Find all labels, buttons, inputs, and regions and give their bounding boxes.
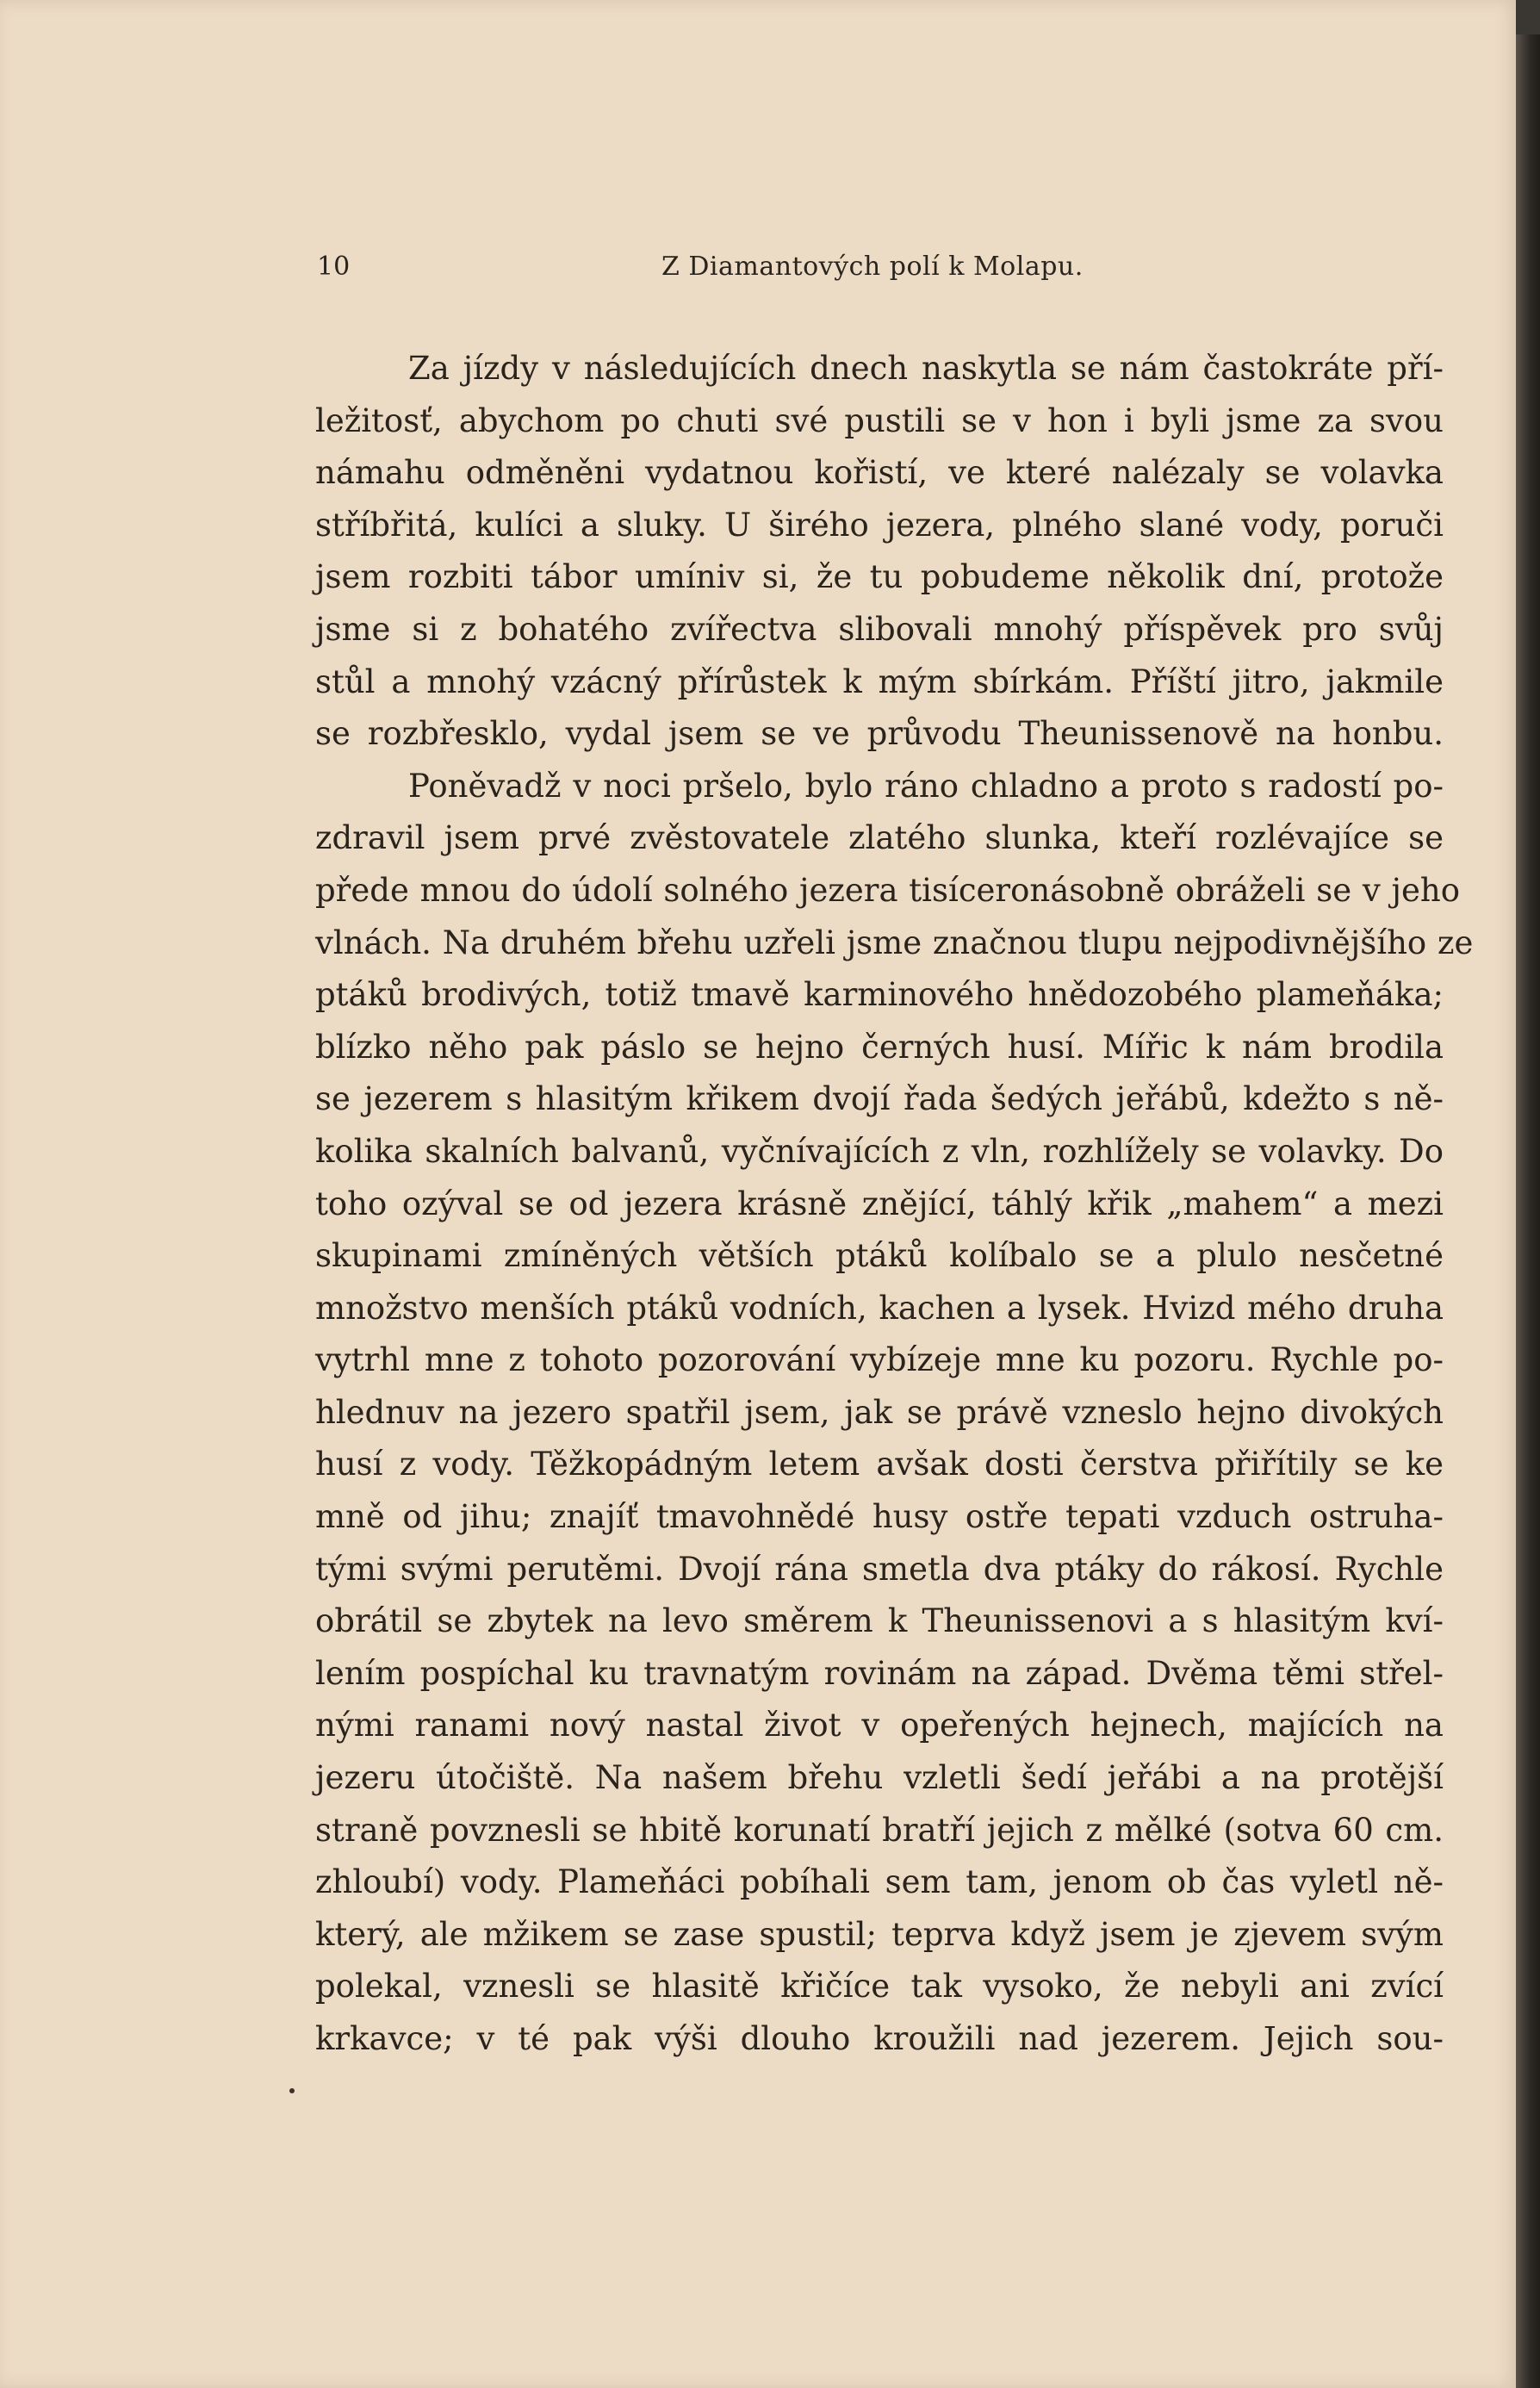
- text-line: obrátil se zbytek na levo směrem k Theunissenovi a s hlasitým kví-: [315, 1602, 1444, 1640]
- text-line: Za jízdy v následujících dnech naskytla se nám častokráte pří-: [408, 350, 1444, 387]
- text-line: námahu odměněni vydatnou kořistí, ve které nalézaly se volavka: [315, 454, 1444, 492]
- text-line: množstvo menších ptáků vodních, kachen a lysek. Hvizd mého druha: [315, 1289, 1444, 1327]
- text-line: stůl a mnohý vzácný přírůstek k mým sbírkám. Příští jitro, jakmile: [315, 662, 1444, 700]
- text-line: vytrhl mne z tohoto pozorování vybízeje mne ku pozoru. Rychle po-: [315, 1341, 1444, 1379]
- text-line: zdravil jsem prvé zvěstovatele zlatého slunka, kteří rozlévajíce se: [315, 819, 1444, 857]
- text-line: se rozbřesklo, vydal jsem se ve průvodu Theunissenově na honbu.: [315, 715, 1444, 753]
- text-line: blízko něho pak páslo se hejno černých husí. Mířic k nám brodila: [315, 1028, 1444, 1066]
- text-line: hlednuv na jezero spatřil jsem, jak se právě vzneslo hejno divokých: [315, 1393, 1444, 1431]
- text-line: přede mnou do údolí solného jezera tisíceronásobně obráželi se v jeho: [315, 871, 1461, 909]
- text-line: se jezerem s hlasitým křikem dvojí řada šedých jeřábů, kdežto s ně-: [315, 1080, 1444, 1118]
- text-line: nými ranami nový nastal život v opeřených hejnech, majících na: [315, 1707, 1444, 1744]
- text-line: vlnách. Na druhém břehu uzřeli jsme značnou tlupu nejpodivnějšího ze: [315, 923, 1474, 961]
- text-line: ležitosť, abychom po chuti své pustili se v hon i byli jsme za svou: [315, 401, 1444, 439]
- text-line: skupinami zmíněných větších ptáků kolíbalo se a plulo nesčetné: [315, 1237, 1444, 1275]
- text-line: polekal, vznesli se hlasitě křičíce tak vysoko, že nebyli ani zvící: [315, 1968, 1444, 2006]
- text-line: zhloubí) vody. Plameňáci pobíhali sem tam, jenom ob čas vyletl ně-: [315, 1863, 1444, 1901]
- text-line: jezeru útočiště. Na našem břehu vzletli šedí jeřábi a na protější: [315, 1759, 1444, 1797]
- text-line: který, ale mžikem se zase spustil; teprva když jsem je zjevem svým: [315, 1915, 1444, 1953]
- text-line: straně povznesli se hbitě korunatí bratří jejich z mělké (sotva 60 cm.: [315, 1811, 1444, 1849]
- text-line: mně od jihu; znajíť tmavohnědé husy ostře tepati vzduch ostruha-: [315, 1498, 1444, 1536]
- text-line: stříbřitá, kulíci a sluky. U širého jezera, plného slané vody, poruči: [315, 506, 1444, 544]
- ink-spot: [289, 2088, 295, 2093]
- text-line: ptáků brodivých, totiž tmavě karminového hnědozobého plameňáka;: [315, 976, 1444, 1014]
- running-title: Z Diamantových polí k Molapu.: [661, 252, 1084, 282]
- text-line: jsme si z bohatého zvířectva slibovali mnohý příspěvek pro svůj: [315, 610, 1444, 648]
- text-line: kolika skalních balvanů, vyčnívajících z vln, rozhlížely se volavky. Do: [315, 1132, 1444, 1170]
- body-text: [315, 343, 1474, 2066]
- text-line: lením pospíchal ku travnatým rovinám na západ. Dvěma těmi střel-: [315, 1654, 1444, 1692]
- text-line: tými svými perutěmi. Dvojí rána smetla dva ptáky do rákosí. Rychle: [315, 1550, 1444, 1588]
- page-edge-shadow: [1516, 34, 1540, 2388]
- text-line: jsem rozbiti tábor umíniv si, že tu pobudeme několik dní, protože: [315, 558, 1444, 596]
- page-header: [317, 252, 1471, 286]
- text-line: husí z vody. Těžkopádným letem avšak dosti čerstva přiřítily se ke: [315, 1446, 1444, 1483]
- text-line: Poněvadž v noci pršelo, bylo ráno chladno a proto s radostí po-: [408, 767, 1444, 805]
- text-line: krkavce; v té pak výši dlouho kroužili nad jezerem. Jejich sou-: [315, 2020, 1444, 2057]
- text-line: toho ozýval se od jezera krásně znějící, táhlý křik „mahem“ a mezi: [315, 1185, 1444, 1222]
- page-number: 10: [317, 252, 351, 282]
